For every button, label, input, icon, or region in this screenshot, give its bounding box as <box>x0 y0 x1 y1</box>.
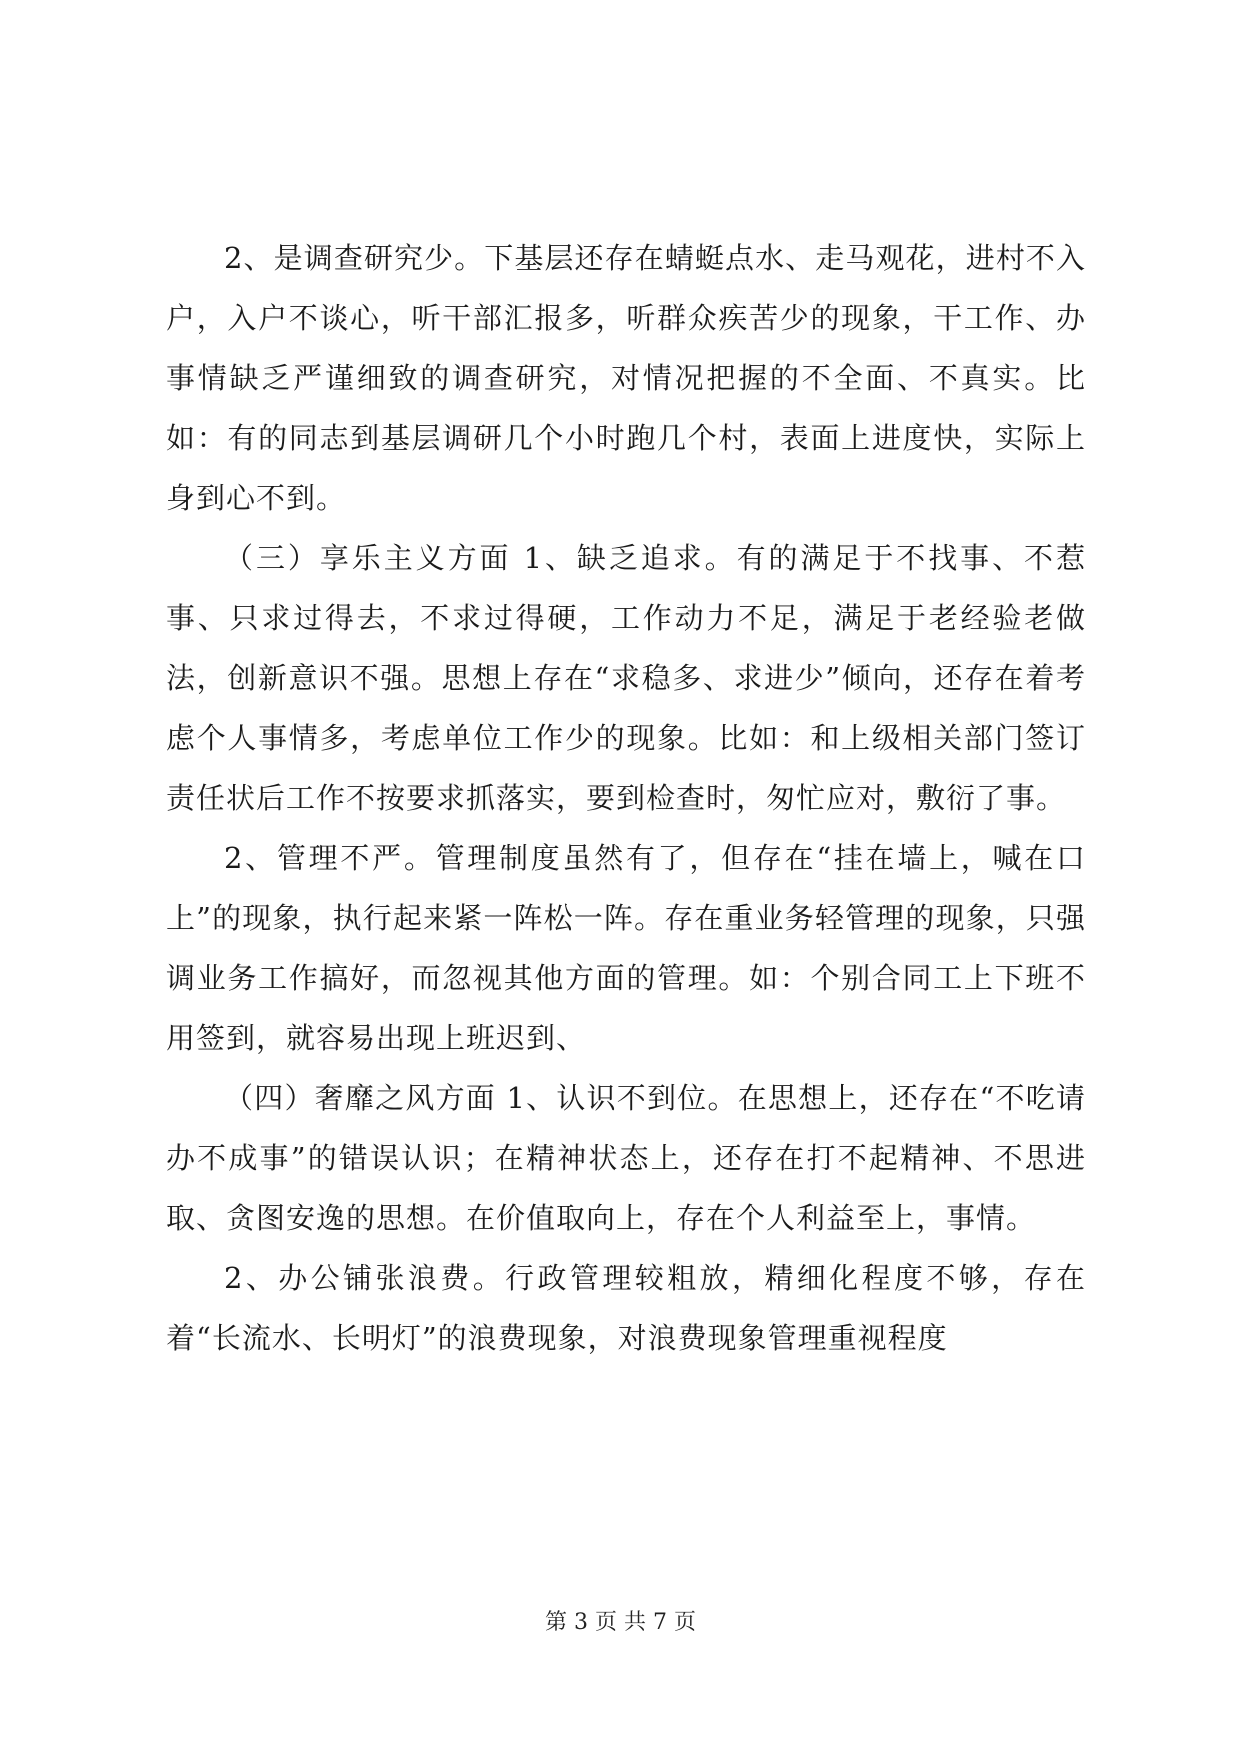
page-number-footer: 第 3 页 共 7 页 <box>545 1610 696 1635</box>
paragraph-investigation: 2、是调查研究少。下基层还存在蜻蜓点水、走马观花，进村不入户，入户不谈心，听干部汇报多，听群众疾苦少的现象，干工作、办事情缺乏严谨细致的调查研究，对情况把握的不全面、不真实。比如：有的同志到基层调研几个小时跑几个村，表面上进度快，实际上身到心不到。 <box>166 241 1086 515</box>
paragraph-extravagance-awareness: （四）奢靡之风方面 1、认识不到位。在思想上，还存在“不吃请办不成事”的错误认识；在精神状态上，还存在打不起精神、不思进取、贪图安逸的思想。在价值取向上，存在个人利益至上，事情。 <box>166 1081 1086 1235</box>
paragraph-hedonism-pursuit: （三）享乐主义方面 1、缺乏追求。有的满足于不找事、不惹事、只求过得去，不求过得硬，工作动力不足，满足于老经验老做法，创新意识不强。思想上存在“求稳多、求进少”倾向，还存在着考虑个人事情多，考虑单位工作少的现象。比如：和上级相关部门签订责任状后工作不按要求抓落实，要到检查时，匆忙应对，敷衍了事。 <box>166 541 1086 815</box>
document-body <box>166 228 1086 1368</box>
paragraph-management: 2、管理不严。管理制度虽然有了，但存在“挂在墙上，喊在口上”的现象，执行起来紧一阵松一阵。存在重业务轻管理的现象，只强调业务工作搞好，而忽视其他方面的管理。如：个别合同工上下班不用签到，就容易出现上班迟到、 <box>166 841 1086 1055</box>
paragraph-office-waste: 2、办公铺张浪费。行政管理较粗放，精细化程度不够，存在着“长流水、长明灯”的浪费现象，对浪费现象管理重视程度 <box>166 1261 1086 1355</box>
